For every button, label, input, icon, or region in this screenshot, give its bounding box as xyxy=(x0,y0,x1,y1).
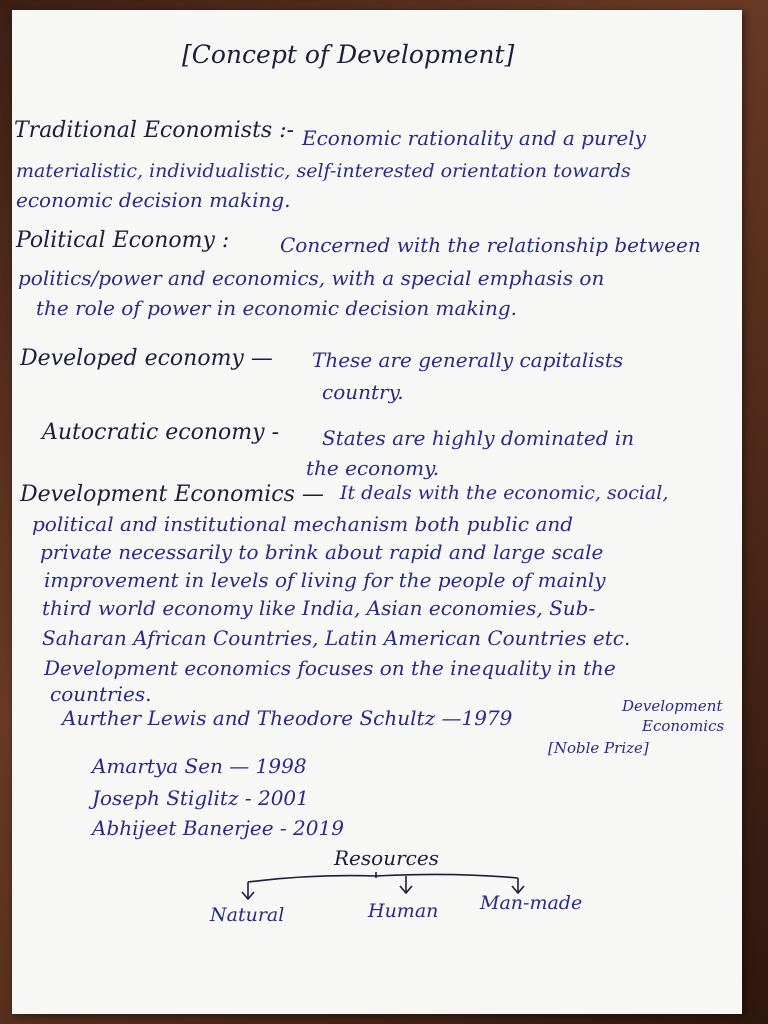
note-development: Development xyxy=(622,697,723,715)
resource-man-made: Man-made xyxy=(480,892,583,914)
tree-branch-bar xyxy=(248,874,518,882)
developed-line-2: country. xyxy=(322,380,404,404)
development-line-2: political and institutional mechanism both public and xyxy=(32,512,574,536)
political-line-3: the role of power in economic decision making. xyxy=(36,296,517,320)
development-line-5: third world economy like India, Asian economies, Sub- xyxy=(42,596,596,620)
autocratic-heading: Autocratic economy - xyxy=(42,420,280,445)
development-line-8: countries. xyxy=(50,682,152,706)
political-line-1: Concerned with the relationship between xyxy=(280,233,701,257)
political-line-2: politics/power and economics, with a special emphasis on xyxy=(18,266,605,290)
traditional-line-3: economic decision making. xyxy=(16,188,291,212)
development-line-7: Development economics focuses on the inequality in the xyxy=(44,656,616,680)
laureate-stiglitz: Joseph Stiglitz - 2001 xyxy=(92,786,309,810)
development-heading: Development Economics — xyxy=(20,482,324,507)
resource-human: Human xyxy=(368,900,439,922)
autocratic-line-1: States are highly dominated in xyxy=(322,426,635,450)
resources-tree-lines xyxy=(12,10,742,1014)
developed-heading: Developed economy — xyxy=(20,346,273,371)
laureate-sen: Amartya Sen — 1998 xyxy=(92,754,307,778)
political-heading: Political Economy : xyxy=(16,228,230,253)
resources-root: Resources xyxy=(334,846,439,870)
notebook-page xyxy=(12,10,742,1014)
development-line-4: improvement in levels of living for the people of mainly xyxy=(44,568,606,592)
laureate-banerjee: Abhijeet Banerjee - 2019 xyxy=(92,816,344,840)
developed-line-1: These are generally capitalists xyxy=(312,348,624,372)
traditional-line-2: materialistic, individualistic, self-interested orientation towards xyxy=(16,160,631,182)
page-title: [Concept of Development] xyxy=(182,40,515,69)
autocratic-line-2: the economy. xyxy=(306,456,440,480)
traditional-heading: Traditional Economists :- xyxy=(14,118,295,143)
laureate-lewis-schultz: Aurther Lewis and Theodore Schultz —1979 xyxy=(62,706,513,730)
development-line-3: private necessarily to brink about rapid and large scale xyxy=(40,540,604,564)
development-line-1: It deals with the economic, social, xyxy=(340,482,669,504)
development-line-6: Saharan African Countries, Latin American Countries etc. xyxy=(42,626,631,650)
note-noble-prize: [Noble Prize] xyxy=(548,739,649,757)
resource-natural: Natural xyxy=(210,904,285,926)
note-economics: Economics xyxy=(642,717,725,735)
traditional-line-1: Economic rationality and a purely xyxy=(302,126,646,150)
